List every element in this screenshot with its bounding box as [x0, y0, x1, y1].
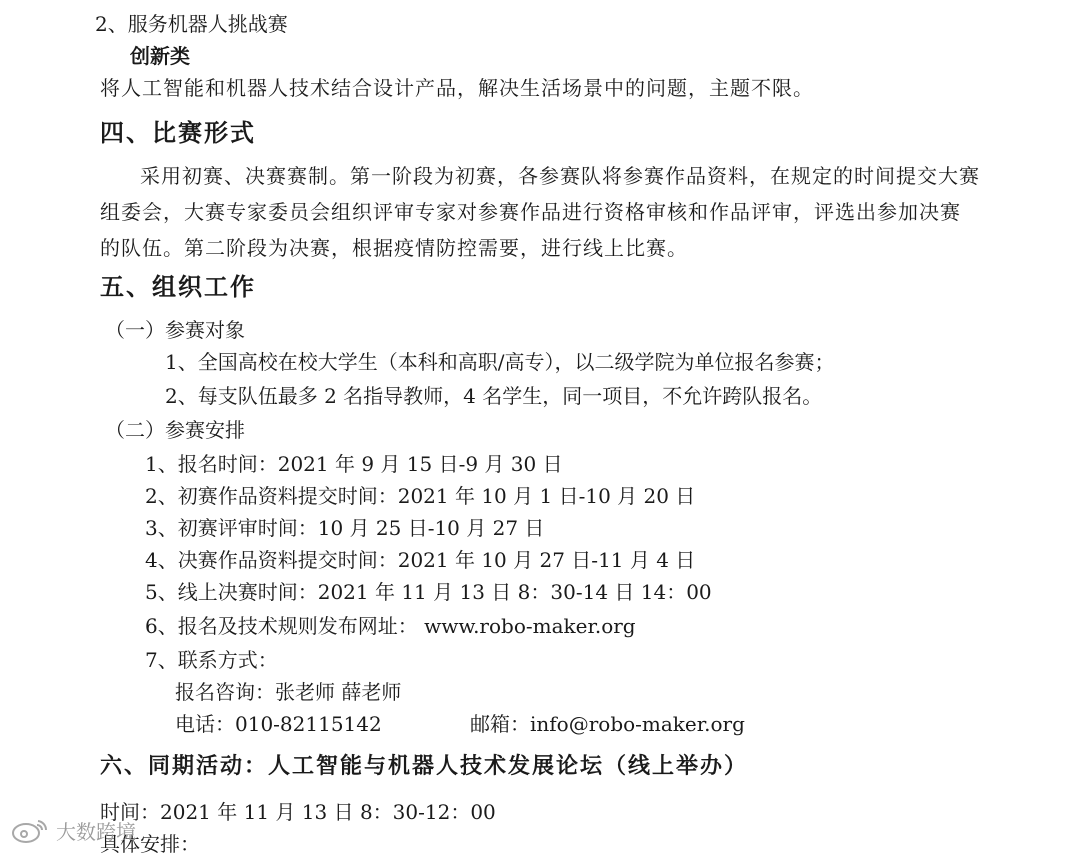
schedule-item-2: 2、初赛作品资料提交时间：2021 年 10 月 1 日-10 月 20 日	[145, 484, 696, 508]
schedule-item-4: 4、决赛作品资料提交时间：2021 年 10 月 27 日-11 月 4 日	[145, 548, 696, 572]
weibo-icon	[10, 818, 50, 844]
section-heading-organization: 五、组织工作	[100, 273, 256, 301]
competition-format-paragraph: 采用初赛、决赛赛制。第一阶段为初赛，各参赛队将参赛作品资料，在规定的时间提交大赛组委会，大赛专家委员会组织评审专家对参赛作品进行资格审核和作品评审，评选出参加决赛的队伍。第二阶段为决赛，根据疫情防控需要，进行线上比赛。	[100, 164, 980, 260]
contact-phone: 电话：010-82115142	[175, 712, 382, 736]
subheading-innovation: 创新类	[130, 44, 190, 68]
participants-item-2: 2、每支队伍最多 2 名指导教师，4 名学生，同一项目，不允许跨队报名。	[165, 384, 823, 408]
participants-item-1: 1、全国高校在校大学生（本科和高职/高专），以二级学院为单位报名参赛；	[165, 350, 835, 374]
schedule-item-6: 6、报名及技术规则发布网址： www.robo-maker.org	[145, 614, 636, 638]
item-service-robot-challenge: 2、服务机器人挑战赛	[95, 12, 288, 36]
forum-time: 时间：2021 年 11 月 13 日 8：30-12：00	[100, 800, 496, 824]
section-heading-concurrent-activity: 六、同期活动：人工智能与机器人技术发展论坛（线上举办）	[100, 754, 749, 779]
schedule-item-7: 7、联系方式：	[145, 648, 278, 672]
watermark	[10, 816, 136, 845]
section-heading-competition-format: 四、比赛形式	[100, 119, 256, 147]
watermark-text: 大数跨境	[56, 820, 136, 844]
contact-email: 邮箱：info@robo-maker.org	[470, 712, 745, 736]
schedule-item-3: 3、初赛评审时间：10 月 25 日-10 月 27 日	[145, 516, 545, 540]
schedule-item-5: 5、线上决赛时间：2021 年 11 月 13 日 8：30-14 日 14：00	[145, 580, 712, 604]
subsection-participants: （一）参赛对象	[105, 318, 245, 342]
innovation-description: 将人工智能和机器人技术结合设计产品，解决生活场景中的问题，主题不限。	[100, 76, 814, 100]
schedule-item-1: 1、报名时间：2021 年 9 月 15 日-9 月 30 日	[145, 452, 563, 476]
contact-registration: 报名咨询：张老师 薛老师	[175, 680, 402, 704]
subsection-schedule: （二）参赛安排	[105, 418, 245, 442]
forum-arrangement: 具体安排：	[100, 832, 200, 856]
